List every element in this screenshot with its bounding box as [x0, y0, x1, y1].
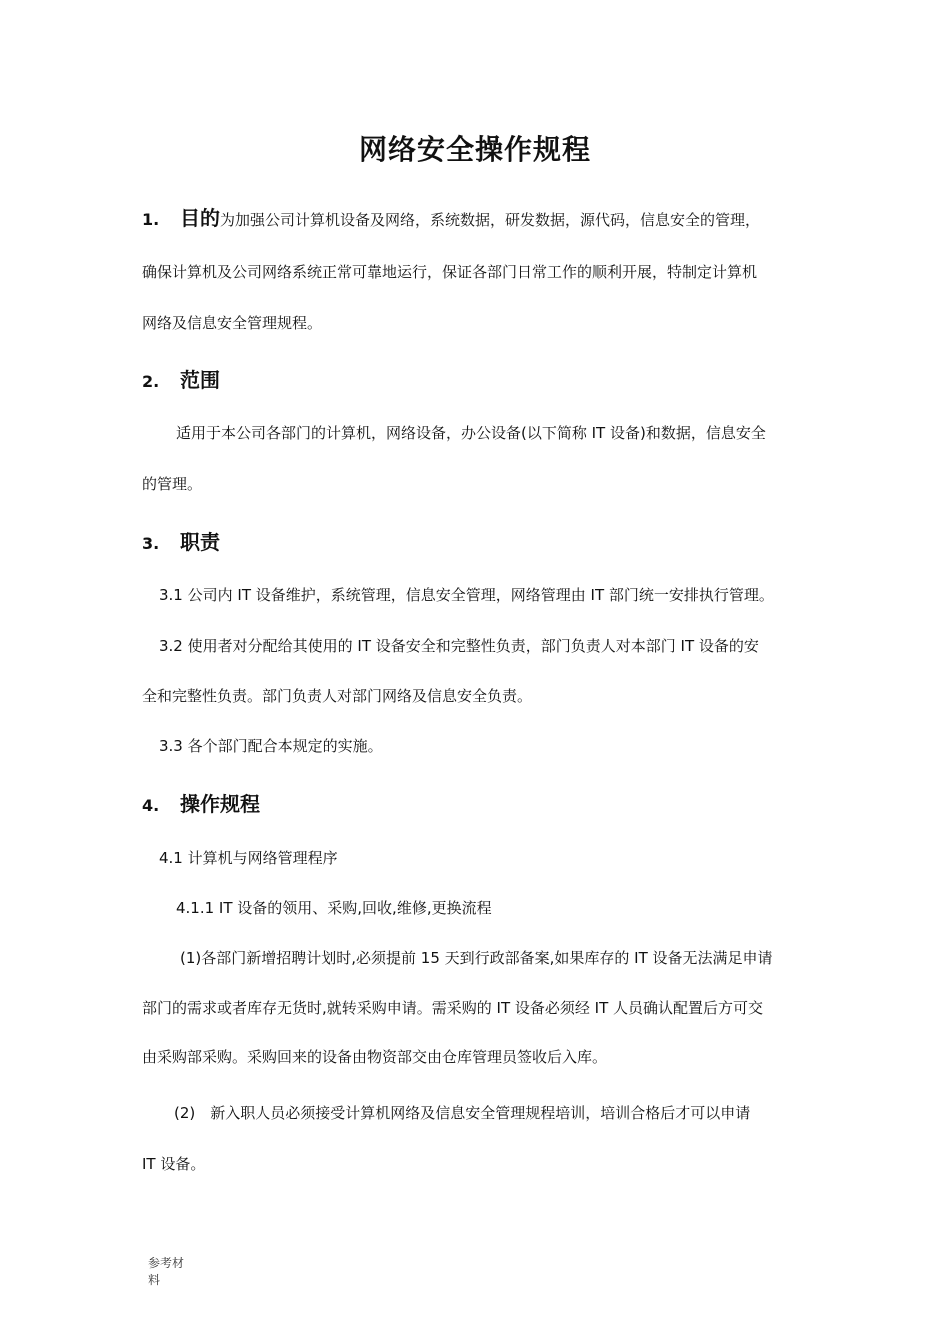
- item-2-line1: (2) 新入职人员必须接受计算机网络及信息安全管理规程培训，培训合格后才可以申请: [174, 1104, 751, 1122]
- section-4-number: 4.: [142, 796, 160, 815]
- clause-4-1: 4.1 计算机与网络管理程序: [159, 849, 338, 867]
- section-4-heading: 操作规程: [180, 792, 260, 816]
- clause-3-1: 3.1 公司内 IT 设备维护，系统管理，信息安全管理，网络管理由 IT 部门统一安排执行管理。: [159, 586, 774, 604]
- clause-3-2-line2: 全和完整性负责。部门负责人对部门网络及信息安全负责。: [142, 687, 533, 705]
- item-2-line2: IT 设备。: [142, 1155, 206, 1173]
- section-4-heading-line: [142, 794, 260, 816]
- section-2-text-line2: 的管理。: [142, 475, 203, 493]
- footer-note: [148, 1255, 184, 1289]
- section-3-heading-line: [142, 532, 220, 554]
- document-title: 网络安全操作规程: [358, 133, 591, 166]
- section-3-number: 3.: [142, 534, 160, 553]
- section-1-number: 1.: [142, 210, 160, 229]
- section-3-heading: 职责: [180, 530, 220, 554]
- footer-line1: 参考材: [148, 1256, 185, 1270]
- footer-line2: 料: [148, 1273, 161, 1287]
- section-1-text-line1: 为加强公司计算机设备及网络，系统数据，研发数据，源代码，信息安全的管理，: [220, 211, 761, 229]
- section-1-heading: 目的: [180, 206, 220, 230]
- section-1-text-line3: 网络及信息安全管理规程。: [142, 314, 323, 332]
- section-2-text-line1: 适用于本公司各部门的计算机，网络设备，办公设备(以下简称 IT 设备)和数据，信息安全: [176, 424, 766, 442]
- section-2-heading: 范围: [180, 368, 220, 392]
- item-1-line2: 部门的需求或者库存无货时,就转采购申请。需采购的 IT 设备必须经 IT 人员确认配置后方可交: [142, 999, 764, 1017]
- section-1-first-line: [142, 208, 760, 230]
- section-1-text-line2: 确保计算机及公司网络系统正常可靠地运行，保证各部门日常工作的顺利开展，特制定计算机: [142, 263, 758, 281]
- clause-3-2-line1: 3.2 使用者对分配给其使用的 IT 设备安全和完整性负责，部门负责人对本部门 IT 设备的安: [159, 637, 759, 655]
- item-1-line1: (1)各部门新增招聘计划时,必须提前 15 天到行政部备案,如果库存的 IT 设备无法满足申请: [180, 949, 773, 967]
- section-2-number: 2.: [142, 372, 160, 391]
- item-1-line3: 由采购部采购。采购回来的设备由物资部交由仓库管理员签收后入库。: [142, 1048, 608, 1066]
- clause-3-3: 3.3 各个部门配合本规定的实施。: [159, 737, 383, 755]
- section-2-heading-line: [142, 370, 220, 392]
- clause-4-1-1: 4.1.1 IT 设备的领用、采购,回收,维修,更换流程: [176, 899, 492, 917]
